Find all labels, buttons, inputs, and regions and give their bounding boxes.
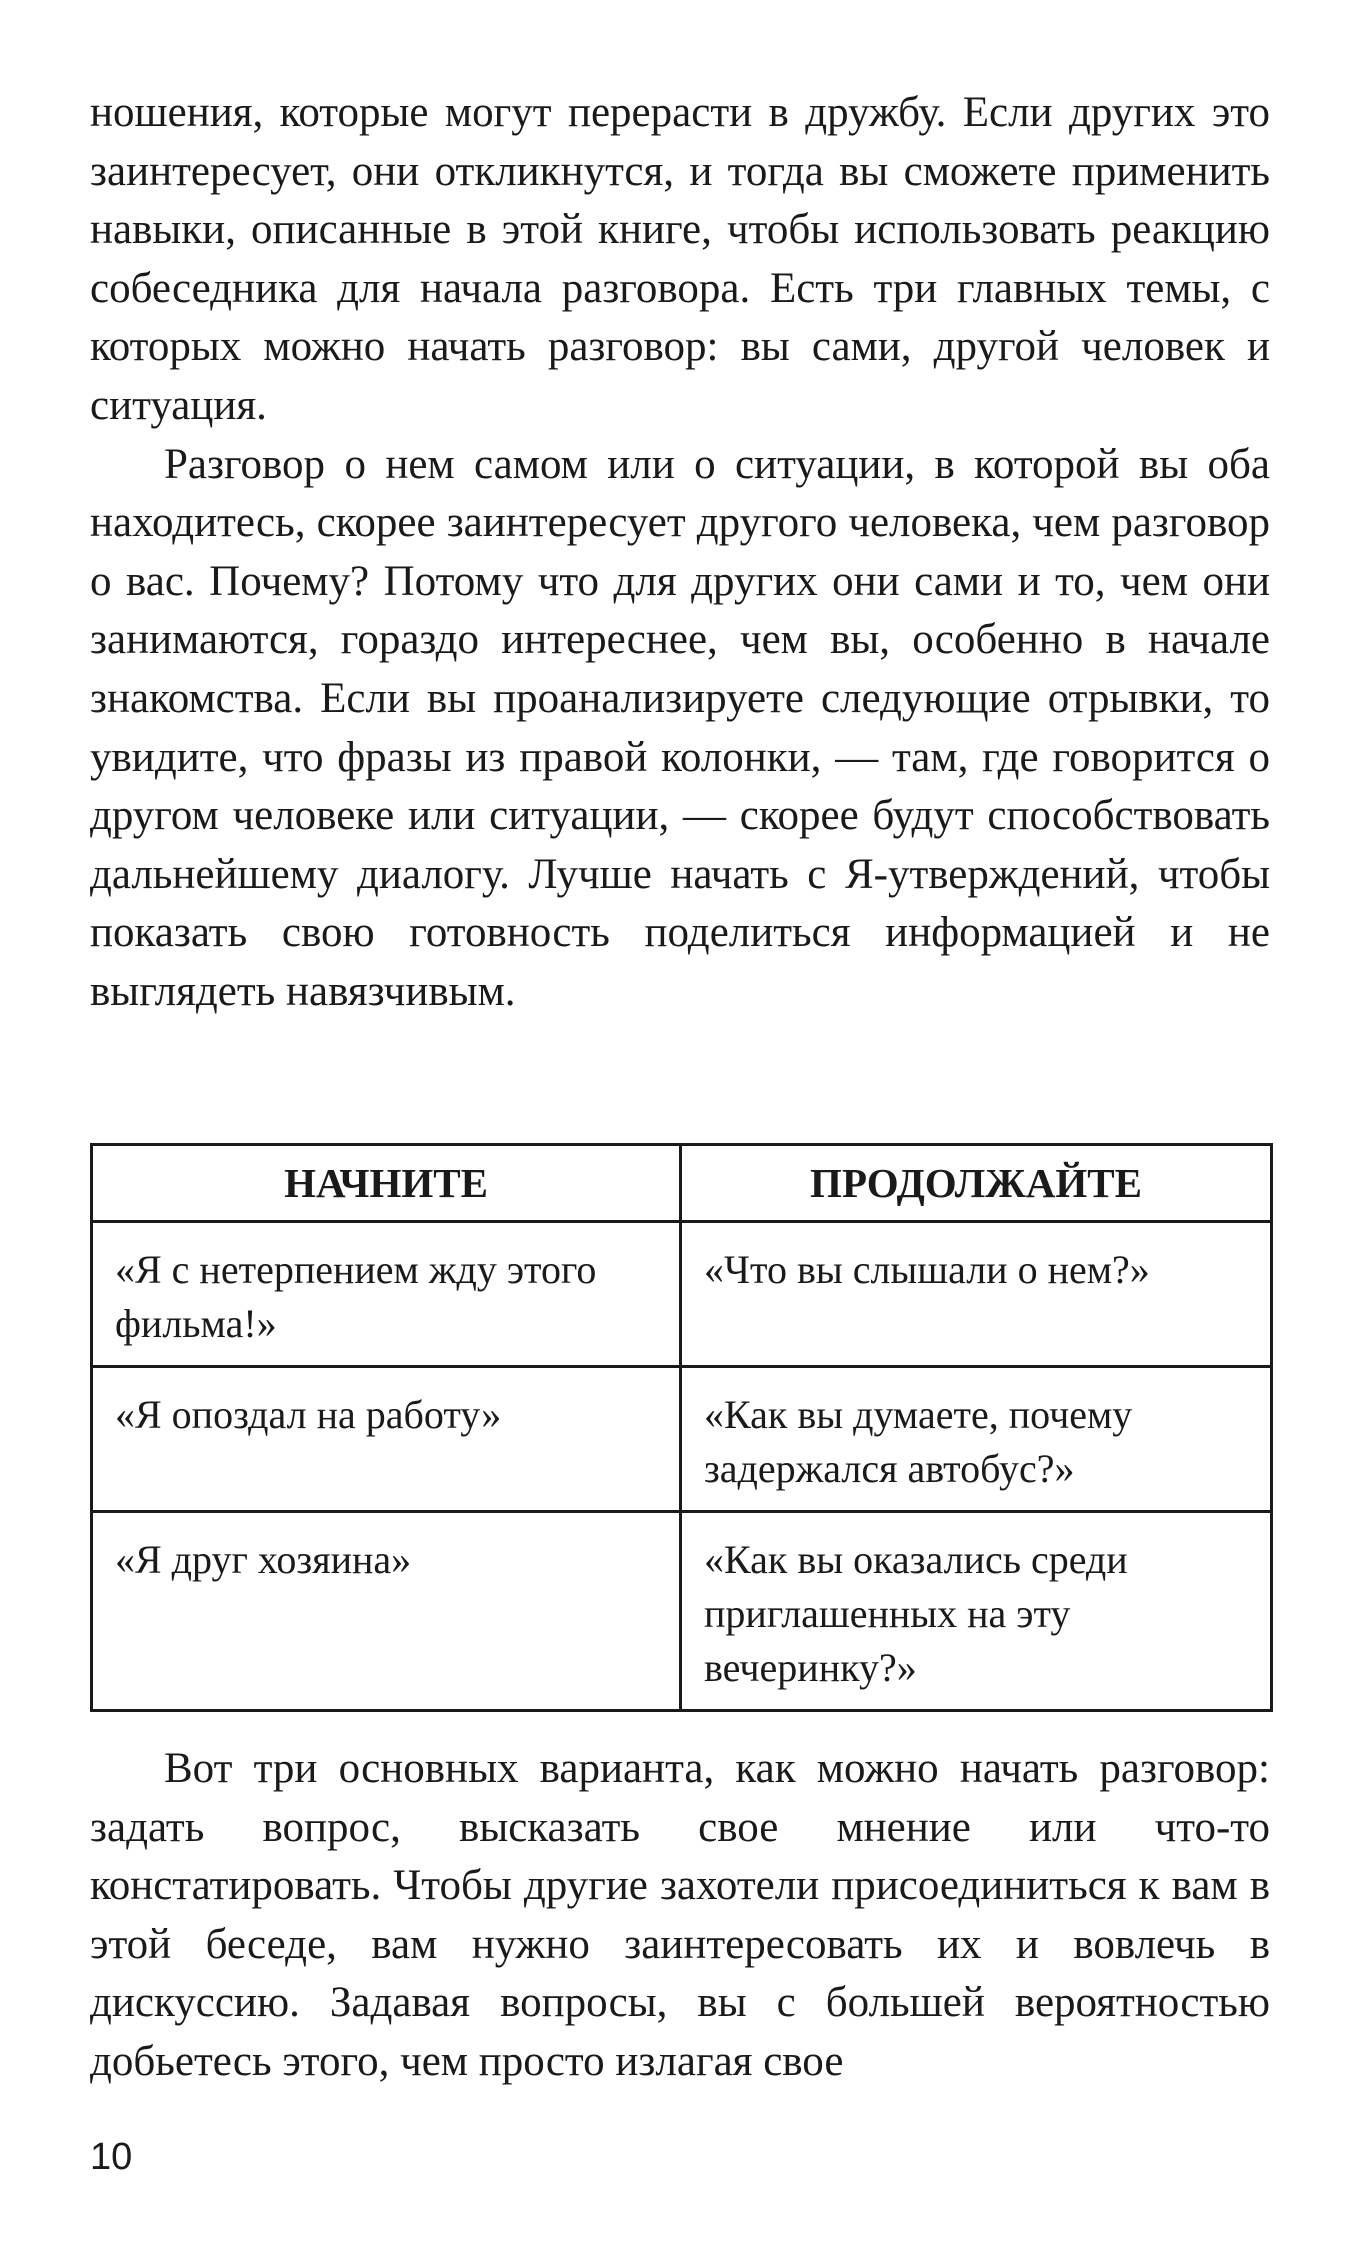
table-cell-start: «Я с нетерпением жду этого фильма!» (92, 1222, 681, 1367)
comparison-table (90, 1143, 1273, 1712)
table-cell-continue: «Как вы оказались среди приглашенных на эту вечеринку?» (681, 1512, 1272, 1711)
column-header-continue: ПРОДОЛЖАЙТЕ (681, 1145, 1272, 1222)
paragraph-3: Вот три основных варианта, как можно начать разговор: задать вопрос, высказать свое мнение или что-то констатировать. Чтобы другие захотели присоединиться к вам в этой беседе, вам нужно заинтересовать их и вовлечь в дискуссию. Задавая вопросы, вы с большей вероятностью добьетесь этого, чем просто излагая свое (90, 1745, 1270, 2085)
table-cell-start: «Я опоздал на работу» (92, 1367, 681, 1512)
table-cell-continue: «Как вы думаете, почему задержался автобус?» (681, 1367, 1272, 1512)
table-cell-continue: «Что вы слышали о нем?» (681, 1222, 1272, 1367)
table-row (92, 1222, 1272, 1367)
table-cell-start: «Я друг хозяина» (92, 1512, 681, 1711)
table-row (92, 1367, 1272, 1512)
table-header-row (92, 1145, 1272, 1222)
paragraph-2: Разговор о нем самом или о ситуации, в которой вы оба находитесь, скорее заинтересует другого человека, чем разговор о вас. Почему? Потому что для других они сами и то, чем они занимаются, гораздо интереснее, чем вы, особенно в начале знакомства. Если вы проанализируете следующие отрывки, то увидите, что фразы из правой колонки, — там, где говорится о другом человеке или ситуации, — скорее будут способствовать дальнейшему диалогу. Лучше начать с Я-утверждений, чтобы показать свою готовность поделиться информацией и не выглядеть навязчивым. (90, 440, 1270, 1015)
body-text-bottom (90, 1740, 1270, 2092)
table-row (92, 1512, 1272, 1711)
column-header-start: НАЧНИТЕ (92, 1145, 681, 1222)
page-number: 10 (90, 2136, 133, 2178)
paragraph-1: ношения, которые могут перерасти в дружбу. Если других это заинтересует, они откликнутся, и тогда вы сможете применить навыки, описанные в этой книге, чтобы использовать реакцию собеседника для начала разговора. Есть три главных темы, с которых можно начать разговор: вы сами, другой человек и ситуация. (90, 89, 1270, 429)
body-text-top (90, 84, 1270, 1022)
